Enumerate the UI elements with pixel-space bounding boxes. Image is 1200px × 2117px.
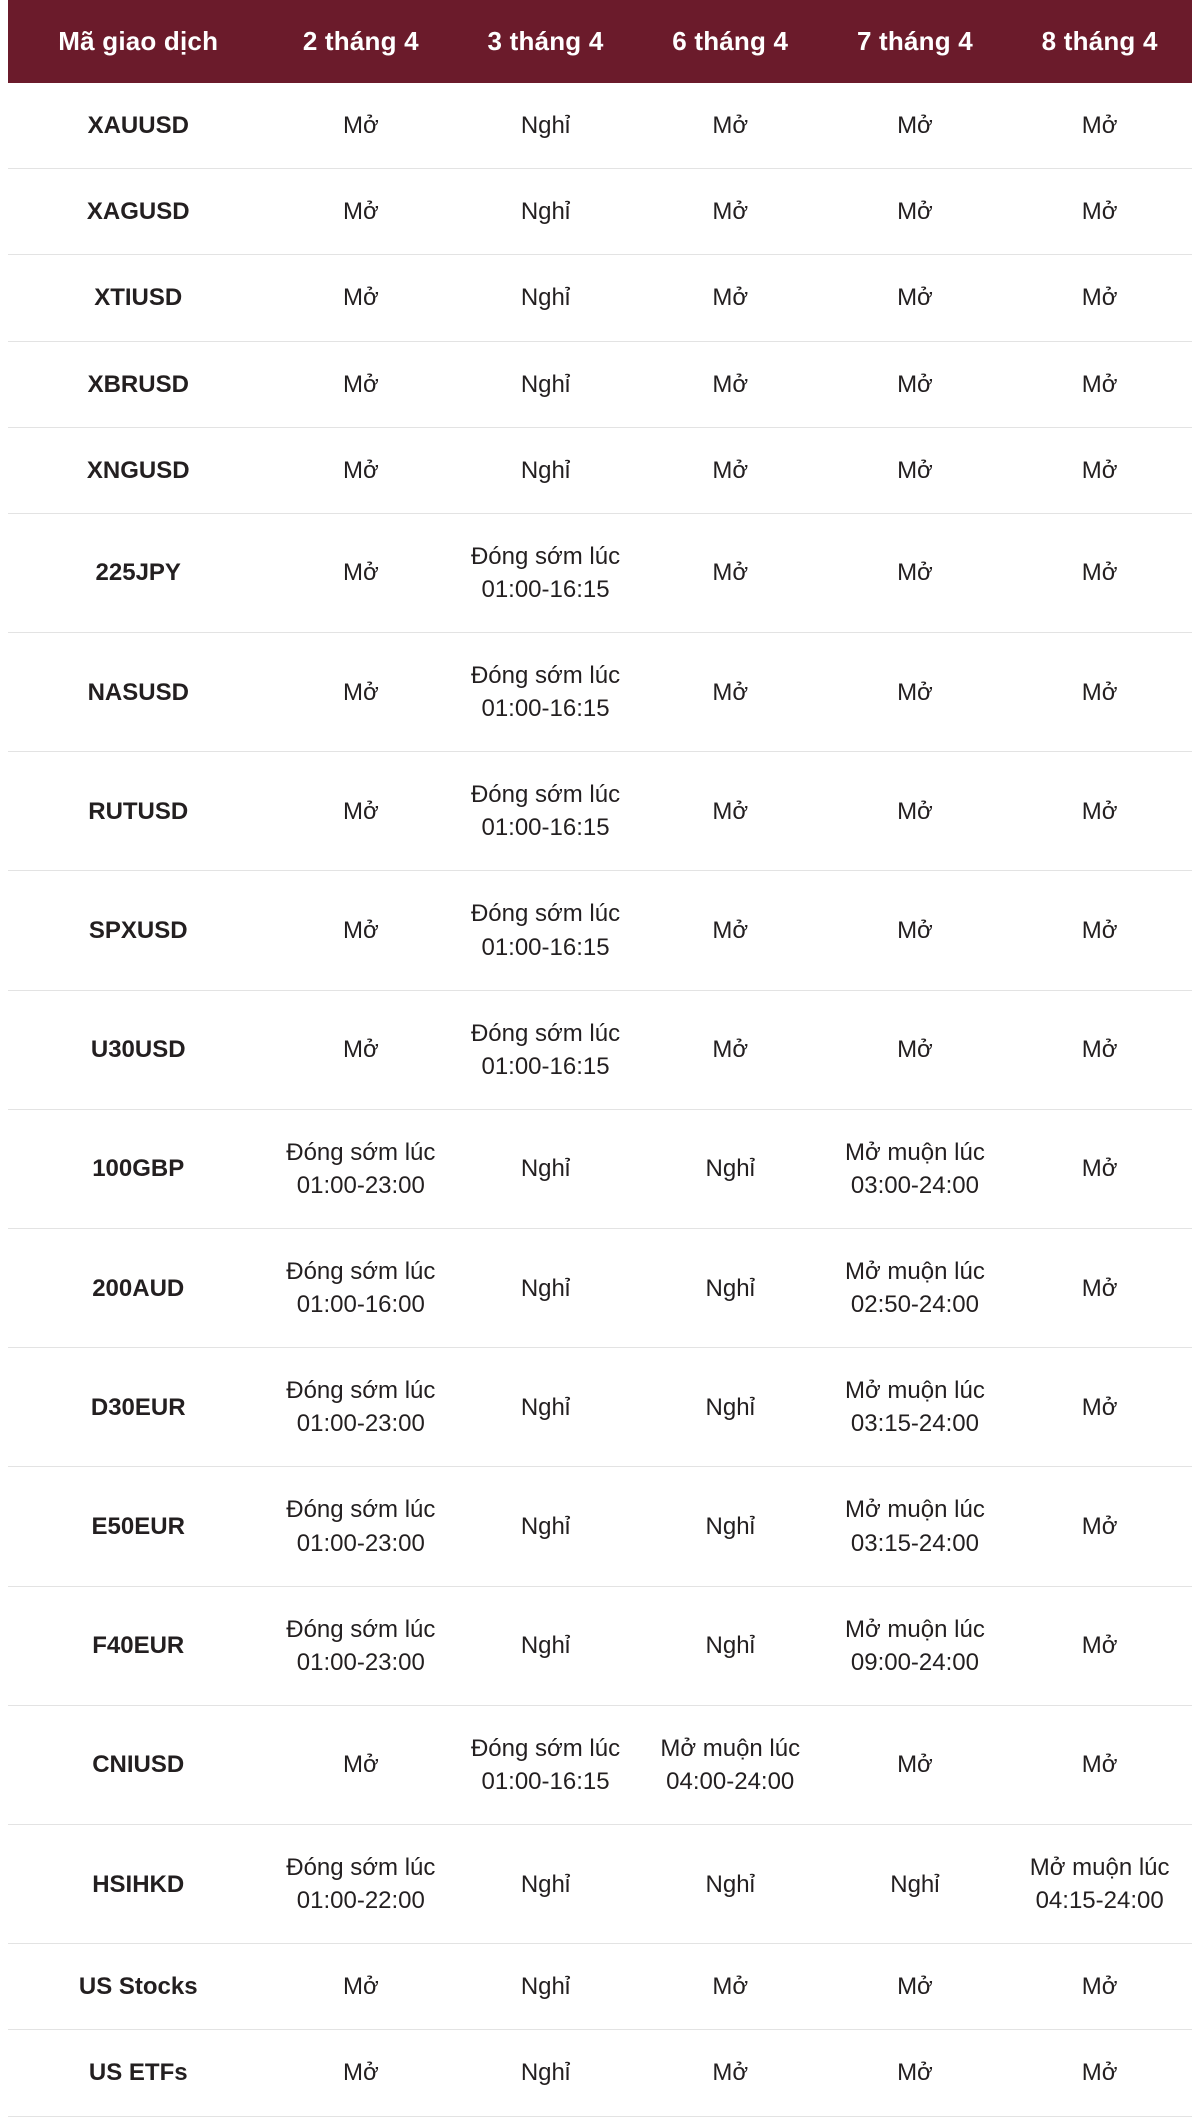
status-cell (453, 83, 638, 169)
status-cell-line: Mở muộn lúc (845, 1258, 985, 1286)
status-cell-line: Mở (712, 112, 749, 140)
status-cell (268, 1229, 453, 1348)
status-cell-line: Nghỉ (520, 1274, 571, 1302)
status-cell-line: Nghỉ (520, 1870, 571, 1898)
table-row (8, 427, 1192, 513)
status-cell (1007, 1705, 1192, 1824)
status-cell (268, 427, 453, 513)
status-cell (268, 1348, 453, 1467)
status-cell-line: Mở (1081, 1036, 1118, 1064)
status-cell-line: 01:00-23:00 (296, 1171, 425, 1199)
status-cell (268, 255, 453, 341)
status-cell-line: 03:00-24:00 (850, 1171, 979, 1199)
status-cell (823, 1467, 1008, 1586)
status-cell-line: 01:00-16:15 (481, 1052, 610, 1080)
status-cell (268, 1825, 453, 1944)
status-cell (823, 1586, 1008, 1705)
status-cell-line: Mở (897, 797, 933, 825)
status-cell-line: Mở (1081, 1393, 1118, 1421)
status-cell-line: Mở (342, 284, 379, 312)
table-row (8, 2030, 1192, 2116)
status-cell (268, 2030, 453, 2116)
status-cell-line: Đóng sớm lúc (470, 900, 621, 928)
status-cell-line: Nghỉ (705, 1274, 755, 1302)
status-cell-line: Đóng sớm lúc (470, 1734, 621, 1762)
status-cell (268, 871, 453, 990)
status-cell-line: Mở (712, 456, 749, 484)
status-cell (1007, 1229, 1192, 1348)
status-cell (638, 2030, 823, 2116)
symbol-cell: U30USD (8, 990, 268, 1109)
status-cell-line: Mở (1081, 2059, 1118, 2087)
status-cell-line: Mở muộn lúc (845, 1377, 985, 1405)
status-cell (453, 1586, 638, 1705)
status-cell-line: Mở (342, 1751, 379, 1779)
symbol-cell: XBRUSD (8, 341, 268, 427)
status-cell-line: Mở (342, 797, 379, 825)
table-row (8, 1705, 1192, 1824)
status-cell-line: Mở (342, 678, 379, 706)
symbol-cell: 225JPY (8, 513, 268, 632)
symbol-cell: F40EUR (8, 1586, 268, 1705)
status-cell-line: Mở (1081, 1632, 1118, 1660)
status-cell (1007, 752, 1192, 871)
status-cell (268, 1705, 453, 1824)
status-cell (268, 513, 453, 632)
status-cell-line: Mở (1081, 1751, 1118, 1779)
status-cell-line: Nghỉ (520, 1155, 571, 1183)
status-cell (823, 169, 1008, 255)
status-cell (453, 2030, 638, 2116)
table-row (8, 1586, 1192, 1705)
symbol-cell: US Stocks (8, 1944, 268, 2030)
status-cell-line: Mở (897, 198, 933, 226)
status-cell-line: Đóng sớm lúc (286, 1258, 436, 1286)
status-cell-line: Mở (342, 1036, 379, 1064)
status-cell (453, 1705, 638, 1824)
status-cell-line: Nghỉ (520, 198, 571, 226)
status-cell (1007, 632, 1192, 751)
status-cell-line: Mở (897, 370, 933, 398)
status-cell (1007, 1825, 1192, 1944)
table-row (8, 1229, 1192, 1348)
status-cell (1007, 1586, 1192, 1705)
status-cell (823, 752, 1008, 871)
status-cell-line: Mở (342, 456, 379, 484)
status-cell-line: Mở (1081, 284, 1118, 312)
status-cell (268, 990, 453, 1109)
status-cell-line: 01:00-23:00 (296, 1410, 425, 1438)
symbol-cell: XAGUSD (8, 169, 268, 255)
status-cell (453, 871, 638, 990)
status-cell (1007, 513, 1192, 632)
status-cell-line: Nghỉ (520, 284, 571, 312)
status-cell (638, 513, 823, 632)
status-cell (823, 513, 1008, 632)
table-row (8, 341, 1192, 427)
symbol-cell: NASUSD (8, 632, 268, 751)
status-cell-line: 09:00-24:00 (850, 1648, 979, 1676)
status-cell-line: 01:00-16:15 (481, 933, 610, 961)
status-cell-line: 01:00-23:00 (296, 1648, 425, 1676)
table-body (8, 83, 1192, 2116)
status-cell-line: Mở (897, 916, 933, 944)
status-cell-line: Mở (712, 1036, 749, 1064)
status-cell (268, 1944, 453, 2030)
status-cell-line: Mở muộn lúc (845, 1138, 985, 1166)
table-row (8, 632, 1192, 751)
status-cell-line: Nghỉ (520, 1393, 571, 1421)
status-cell (1007, 990, 1192, 1109)
status-cell (823, 2030, 1008, 2116)
status-cell-line: Đóng sớm lúc (470, 542, 621, 570)
status-cell (638, 1944, 823, 2030)
status-cell-line: Mở (712, 284, 749, 312)
status-cell (823, 1705, 1008, 1824)
status-cell-line: 02:50-24:00 (850, 1291, 979, 1319)
status-cell (823, 632, 1008, 751)
symbol-cell: XAUUSD (8, 83, 268, 169)
table-row (8, 169, 1192, 255)
status-cell-line: Đóng sớm lúc (286, 1377, 436, 1405)
status-cell-line: Đóng sớm lúc (286, 1854, 436, 1882)
status-cell-line: Mở (1081, 1155, 1118, 1183)
status-cell (638, 83, 823, 169)
status-cell-line: Đóng sớm lúc (286, 1615, 436, 1643)
status-cell (453, 1467, 638, 1586)
status-cell-line: 03:15-24:00 (850, 1410, 979, 1438)
status-cell-line: Mở (1081, 1274, 1118, 1302)
status-cell (638, 169, 823, 255)
status-cell-line: Nghỉ (520, 1973, 571, 2001)
column-header-date-5: 8 tháng 4 (1007, 0, 1192, 83)
status-cell (268, 752, 453, 871)
symbol-cell: E50EUR (8, 1467, 268, 1586)
status-cell-line: Mở (897, 1973, 933, 2001)
status-cell-line: Mở (897, 2059, 933, 2087)
status-cell (1007, 2030, 1192, 2116)
status-cell-line: Nghỉ (520, 1513, 571, 1541)
status-cell (268, 169, 453, 255)
status-cell-line: 01:00-16:00 (296, 1291, 425, 1319)
status-cell (268, 341, 453, 427)
status-cell-line: Đóng sớm lúc (286, 1496, 436, 1524)
status-cell-line: Mở (1081, 370, 1118, 398)
status-cell-line: Mở (712, 678, 749, 706)
status-cell-line: Nghỉ (705, 1632, 755, 1660)
status-cell (1007, 1944, 1192, 2030)
status-cell-line: Nghỉ (520, 112, 571, 140)
status-cell-line: Mở (1081, 198, 1118, 226)
status-cell (638, 255, 823, 341)
status-cell (638, 990, 823, 1109)
status-cell (453, 1944, 638, 2030)
status-cell-line: Nghỉ (890, 1870, 940, 1898)
status-cell-line: Mở (1081, 1513, 1118, 1541)
table-row (8, 1348, 1192, 1467)
status-cell-line: Mở (897, 284, 933, 312)
status-cell-line: Nghỉ (520, 1632, 571, 1660)
status-cell-line: 04:00-24:00 (666, 1768, 795, 1796)
trading-schedule-table (8, 0, 1192, 2117)
status-cell-line: Nghỉ (520, 2059, 571, 2087)
table-row (8, 1467, 1192, 1586)
status-cell-line: Mở (1081, 797, 1118, 825)
status-cell (638, 1825, 823, 1944)
table-header-row (8, 0, 1192, 83)
status-cell (823, 341, 1008, 427)
status-cell-line: Mở (342, 370, 379, 398)
column-header-date-1: 2 tháng 4 (268, 0, 453, 83)
column-header-date-2: 3 tháng 4 (453, 0, 638, 83)
status-cell-line: Mở (342, 916, 379, 944)
status-cell-line: 03:15-24:00 (850, 1529, 979, 1557)
status-cell (453, 990, 638, 1109)
table-row (8, 255, 1192, 341)
status-cell-line: Mở (712, 916, 749, 944)
status-cell (1007, 255, 1192, 341)
status-cell-line: Mở (897, 456, 933, 484)
status-cell-line: 01:00-22:00 (296, 1887, 425, 1915)
table-row (8, 752, 1192, 871)
status-cell-line: 04:15-24:00 (1035, 1887, 1164, 1915)
status-cell (268, 632, 453, 751)
status-cell-line: Mở (1081, 456, 1118, 484)
status-cell-line: Nghỉ (705, 1870, 755, 1898)
status-cell-line: Nghỉ (705, 1513, 755, 1541)
status-cell-line: Mở (712, 1973, 749, 2001)
table-row (8, 83, 1192, 169)
status-cell-line: Mở (897, 678, 933, 706)
symbol-cell: HSIHKD (8, 1825, 268, 1944)
status-cell-line: Đóng sớm lúc (286, 1138, 436, 1166)
status-cell (1007, 871, 1192, 990)
table-row (8, 990, 1192, 1109)
status-cell-line: Mở (712, 198, 749, 226)
status-cell-line: Mở (342, 1973, 379, 2001)
status-cell-line: Mở (342, 559, 379, 587)
status-cell (638, 1229, 823, 1348)
status-cell-line: Mở (712, 2059, 749, 2087)
status-cell (823, 427, 1008, 513)
status-cell (1007, 427, 1192, 513)
status-cell-line: Mở muộn lúc (845, 1615, 985, 1643)
status-cell-line: Mở (1081, 1973, 1118, 2001)
status-cell (638, 1586, 823, 1705)
status-cell-line: Mở (1081, 112, 1118, 140)
status-cell-line: Mở (1081, 916, 1118, 944)
status-cell (823, 871, 1008, 990)
table-row (8, 1825, 1192, 1944)
status-cell (638, 1348, 823, 1467)
status-cell (823, 990, 1008, 1109)
status-cell (453, 169, 638, 255)
status-cell-line: Mở (897, 1751, 933, 1779)
status-cell (453, 1229, 638, 1348)
status-cell (823, 1348, 1008, 1467)
status-cell-line: Đóng sớm lúc (470, 661, 621, 689)
symbol-cell: XNGUSD (8, 427, 268, 513)
status-cell (638, 341, 823, 427)
status-cell-line: Mở (342, 2059, 379, 2087)
status-cell-line: Mở (1081, 678, 1118, 706)
status-cell-line: Đóng sớm lúc (470, 1019, 621, 1047)
table-row (8, 871, 1192, 990)
status-cell-line: Mở (712, 797, 749, 825)
status-cell (1007, 1467, 1192, 1586)
status-cell (638, 752, 823, 871)
symbol-cell: SPXUSD (8, 871, 268, 990)
status-cell (453, 427, 638, 513)
status-cell (638, 1109, 823, 1228)
status-cell (268, 1109, 453, 1228)
status-cell (638, 1705, 823, 1824)
status-cell (823, 1109, 1008, 1228)
status-cell-line: Mở (897, 559, 933, 587)
status-cell (823, 1825, 1008, 1944)
status-cell-line: Mở (712, 370, 749, 398)
table-header (8, 0, 1192, 83)
status-cell (638, 871, 823, 990)
status-cell (268, 1586, 453, 1705)
symbol-cell: 100GBP (8, 1109, 268, 1228)
status-cell-line: Đóng sớm lúc (470, 781, 621, 809)
status-cell-line: 01:00-23:00 (296, 1529, 425, 1557)
status-cell (1007, 1109, 1192, 1228)
symbol-cell: XTIUSD (8, 255, 268, 341)
status-cell-line: Mở (342, 198, 379, 226)
column-header-symbol: Mã giao dịch (8, 0, 268, 83)
status-cell (1007, 169, 1192, 255)
status-cell-line: Mở (897, 112, 933, 140)
status-cell (453, 1825, 638, 1944)
column-header-date-3: 6 tháng 4 (638, 0, 823, 83)
column-header-date-4: 7 tháng 4 (823, 0, 1008, 83)
status-cell (268, 1467, 453, 1586)
status-cell-line: Mở (897, 1036, 933, 1064)
status-cell (638, 632, 823, 751)
status-cell-line: 01:00-16:15 (481, 695, 610, 723)
status-cell-line: Mở (1081, 559, 1118, 587)
status-cell-line: Nghỉ (705, 1393, 755, 1421)
status-cell (823, 1944, 1008, 2030)
status-cell (1007, 1348, 1192, 1467)
status-cell-line: Mở muộn lúc (1029, 1854, 1170, 1882)
status-cell-line: Nghỉ (705, 1155, 755, 1183)
status-cell-line: Mở muộn lúc (660, 1734, 801, 1762)
table-row (8, 1109, 1192, 1228)
symbol-cell: CNIUSD (8, 1705, 268, 1824)
status-cell (453, 341, 638, 427)
status-cell (1007, 341, 1192, 427)
symbol-cell: 200AUD (8, 1229, 268, 1348)
status-cell-line: Mở muộn lúc (845, 1496, 985, 1524)
status-cell (453, 1109, 638, 1228)
status-cell (453, 632, 638, 751)
status-cell-line: 01:00-16:15 (481, 1768, 610, 1796)
status-cell (268, 83, 453, 169)
status-cell-line: Nghỉ (520, 456, 571, 484)
symbol-cell: RUTUSD (8, 752, 268, 871)
status-cell-line: Mở (712, 559, 749, 587)
status-cell (453, 255, 638, 341)
table-row (8, 513, 1192, 632)
status-cell-line: 01:00-16:15 (481, 814, 610, 842)
symbol-cell: US ETFs (8, 2030, 268, 2116)
symbol-cell: D30EUR (8, 1348, 268, 1467)
status-cell (453, 752, 638, 871)
status-cell-line: Mở (342, 112, 379, 140)
status-cell (638, 1467, 823, 1586)
status-cell (453, 1348, 638, 1467)
status-cell (823, 1229, 1008, 1348)
status-cell (823, 83, 1008, 169)
status-cell (1007, 83, 1192, 169)
status-cell (823, 255, 1008, 341)
status-cell-line: 01:00-16:15 (481, 575, 610, 603)
status-cell-line: Nghỉ (520, 370, 571, 398)
table-row (8, 1944, 1192, 2030)
status-cell (453, 513, 638, 632)
status-cell (638, 427, 823, 513)
